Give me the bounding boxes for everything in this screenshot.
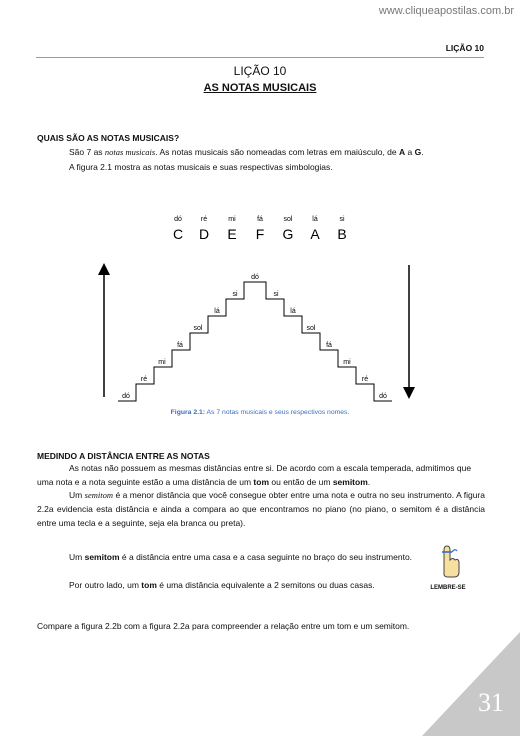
term-notas-musicais: notas musicais xyxy=(104,147,156,157)
text: . As notas musicais são nomeadas com letras em maiúsculo, de xyxy=(155,147,399,157)
stair-label-left: dó xyxy=(122,393,130,400)
text: . xyxy=(421,147,424,157)
note-name: si xyxy=(339,216,345,223)
letter-g: G xyxy=(414,147,422,157)
note-name: fá xyxy=(257,216,263,223)
stair-label-right: fá xyxy=(326,342,332,349)
section1-heading: QUAIS SÃO AS NOTAS MUSICAIS? xyxy=(37,133,180,143)
header-rule xyxy=(36,57,484,58)
text: Um xyxy=(69,552,85,562)
stair-label-top: dó xyxy=(251,274,259,281)
text: é uma distância equivalente a 2 semitons ou duas casas. xyxy=(156,580,375,590)
stair-label-right: si xyxy=(273,291,279,298)
caption-text: As 7 notas musicais e seus respectivos nomes. xyxy=(205,409,350,416)
reminder-semitom xyxy=(69,550,429,564)
note-letter: B xyxy=(337,226,347,242)
stair-label-left: lá xyxy=(214,308,220,315)
note-letter: G xyxy=(282,226,294,242)
figure-notes-staircase xyxy=(80,205,440,430)
note-names-row xyxy=(173,216,347,242)
stair-labels xyxy=(122,274,387,400)
stair-label-left: mi xyxy=(158,359,166,366)
term-semitom-italic: semitom xyxy=(84,490,114,500)
note-name: mi xyxy=(228,216,236,223)
stair-label-left: fá xyxy=(177,342,183,349)
staircase-outline xyxy=(118,282,392,401)
stair-label-right: ré xyxy=(361,376,369,383)
note-name: lá xyxy=(312,216,318,223)
reminder-label: LEMBRE-SE xyxy=(430,585,466,591)
text: ou então de um xyxy=(269,477,333,487)
note-letter: C xyxy=(172,226,184,242)
text: é a distância entre uma casa e a casa seguinte no braço do seu instrumento. xyxy=(119,552,413,562)
stair-label-left: sol xyxy=(193,325,203,332)
stair-label-right: dó xyxy=(379,393,387,400)
note-letter: F xyxy=(255,226,265,242)
page-number: 31 xyxy=(478,688,504,717)
note-letter: A xyxy=(310,226,320,242)
letter-a: A xyxy=(399,147,406,157)
figure-caption xyxy=(0,409,520,416)
text: Um xyxy=(69,490,85,500)
text: Por outro lado, um xyxy=(69,580,142,590)
lesson-title: LIÇÃO 10 xyxy=(233,64,287,78)
note-name: dó xyxy=(174,216,182,223)
finger-string-icon xyxy=(433,542,463,580)
term-semitom: semitom xyxy=(84,552,120,562)
term-semitom: semitom xyxy=(332,477,368,487)
stair-label-right: sol xyxy=(306,325,316,332)
lesson-subtitle: AS NOTAS MUSICAIS xyxy=(203,82,317,94)
note-name: sol xyxy=(283,216,293,223)
compare-paragraph: Compare a figura 2.2b com a figura 2.2a para compreender a relação entre um tom e um semitom. xyxy=(37,621,410,631)
section2-paragraph1 xyxy=(37,461,485,489)
note-letter: E xyxy=(227,226,237,242)
text: São 7 as xyxy=(69,147,105,157)
text: é a menor distância que você consegue obter entre uma nota e outra no seu instrumento. A figura 2.2a evidencia esta distância e ainda a compara ao que encontramos no piano (no piano, o semitom é a distância entre uma tecla e a seguinte, seja ela branca ou preta). xyxy=(37,490,485,528)
section1-paragraph1 xyxy=(69,145,489,159)
text: . xyxy=(367,477,371,487)
section1-paragraph2: A figura 2.1 mostra as notas musicais e suas respectivas simbologias. xyxy=(69,162,333,172)
section2-heading: MEDINDO A DISTÂNCIA ENTRE AS NOTAS xyxy=(37,451,210,461)
section2-paragraph2 xyxy=(37,488,485,530)
note-letter: D xyxy=(198,226,210,242)
site-url: www.cliqueapostilas.com.br xyxy=(378,5,514,17)
text: As notas não possuem as mesmas distâncias entre si. De acordo com a escala temperada, admitimos que uma nota e a nota seguinte estão a uma distância de um xyxy=(37,463,472,487)
running-header: LIÇÃO 10 xyxy=(445,43,484,53)
stair-label-right: mi xyxy=(343,359,351,366)
term-tom: tom xyxy=(253,477,270,487)
reminder-tom xyxy=(69,578,429,592)
stair-label-left: si xyxy=(232,291,238,298)
reminder-box xyxy=(426,542,470,594)
note-name: ré xyxy=(200,216,208,223)
text: a xyxy=(405,147,415,157)
stair-label-left: ré xyxy=(140,376,148,383)
term-tom: tom xyxy=(141,580,157,590)
caption-label: Figura 2.1: xyxy=(170,409,206,416)
page-corner-triangle xyxy=(422,632,520,736)
stair-label-right: lá xyxy=(290,308,296,315)
